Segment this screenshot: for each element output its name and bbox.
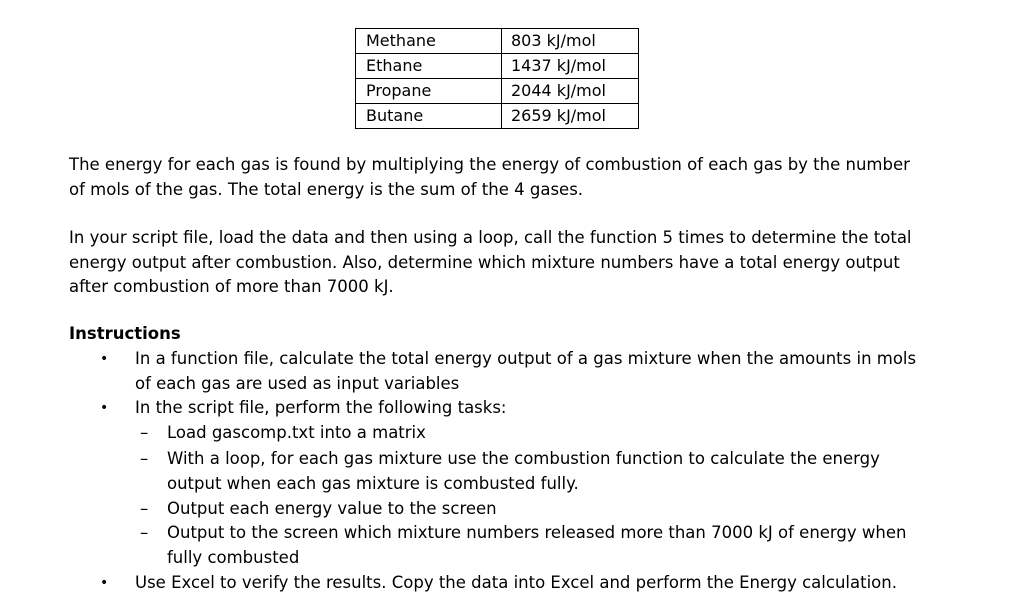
gas-name-cell: Butane [356, 104, 502, 129]
table-row [356, 79, 639, 104]
bullet-text: In the script file, perform the following tasks: [135, 398, 507, 417]
script-instructions-paragraph: In your script file, load the data and then using a loop, call the function 5 times to determine the total energy output after combustion. Also, determine which mixture numbers have a total energy output after combustion of more than 7000 kJ. [69, 228, 912, 296]
gas-name-cell: Methane [356, 29, 502, 54]
sub-task-text: Load gascomp.txt into a matrix [167, 423, 426, 442]
table-row [356, 54, 639, 79]
table-row [356, 104, 639, 129]
bullet-icon: • [100, 575, 109, 591]
bullet-text: Use Excel to verify the results. Copy the data into Excel and perform the Energy calculation. [135, 573, 897, 592]
table-row [356, 29, 639, 54]
energy-value-cell: 2044 kJ/mol [502, 79, 639, 104]
energy-value-cell: 2659 kJ/mol [502, 104, 639, 129]
instructions-heading: Instructions [69, 324, 181, 343]
dash-icon: – [140, 423, 149, 442]
energy-value-cell: 1437 kJ/mol [502, 54, 639, 79]
gas-name-cell: Propane [356, 79, 502, 104]
combustion-energy-table [355, 28, 639, 129]
bullet-text: In a function file, calculate the total energy output of a gas mixture when the amounts in mols of each gas are used as input variables [135, 349, 917, 393]
gas-name-cell: Ethane [356, 54, 502, 79]
sub-task-text: Output to the screen which mixture numbers released more than 7000 kJ of energy when fully combusted [167, 523, 907, 567]
energy-explanation-paragraph: The energy for each gas is found by multiplying the energy of combustion of each gas by the number of mols of the gas. The total energy is the sum of the 4 gases. [69, 155, 910, 199]
dash-icon: – [140, 449, 149, 468]
bullet-icon: • [100, 351, 109, 367]
dash-icon: – [140, 499, 149, 518]
sub-task-text: Output each energy value to the screen [167, 499, 497, 518]
bullet-icon: • [100, 400, 109, 416]
energy-value-cell: 803 kJ/mol [502, 29, 639, 54]
sub-task-text: With a loop, for each gas mixture use the combustion function to calculate the energy output when each gas mixture is combusted fully. [167, 449, 880, 493]
dash-icon: – [140, 523, 149, 542]
